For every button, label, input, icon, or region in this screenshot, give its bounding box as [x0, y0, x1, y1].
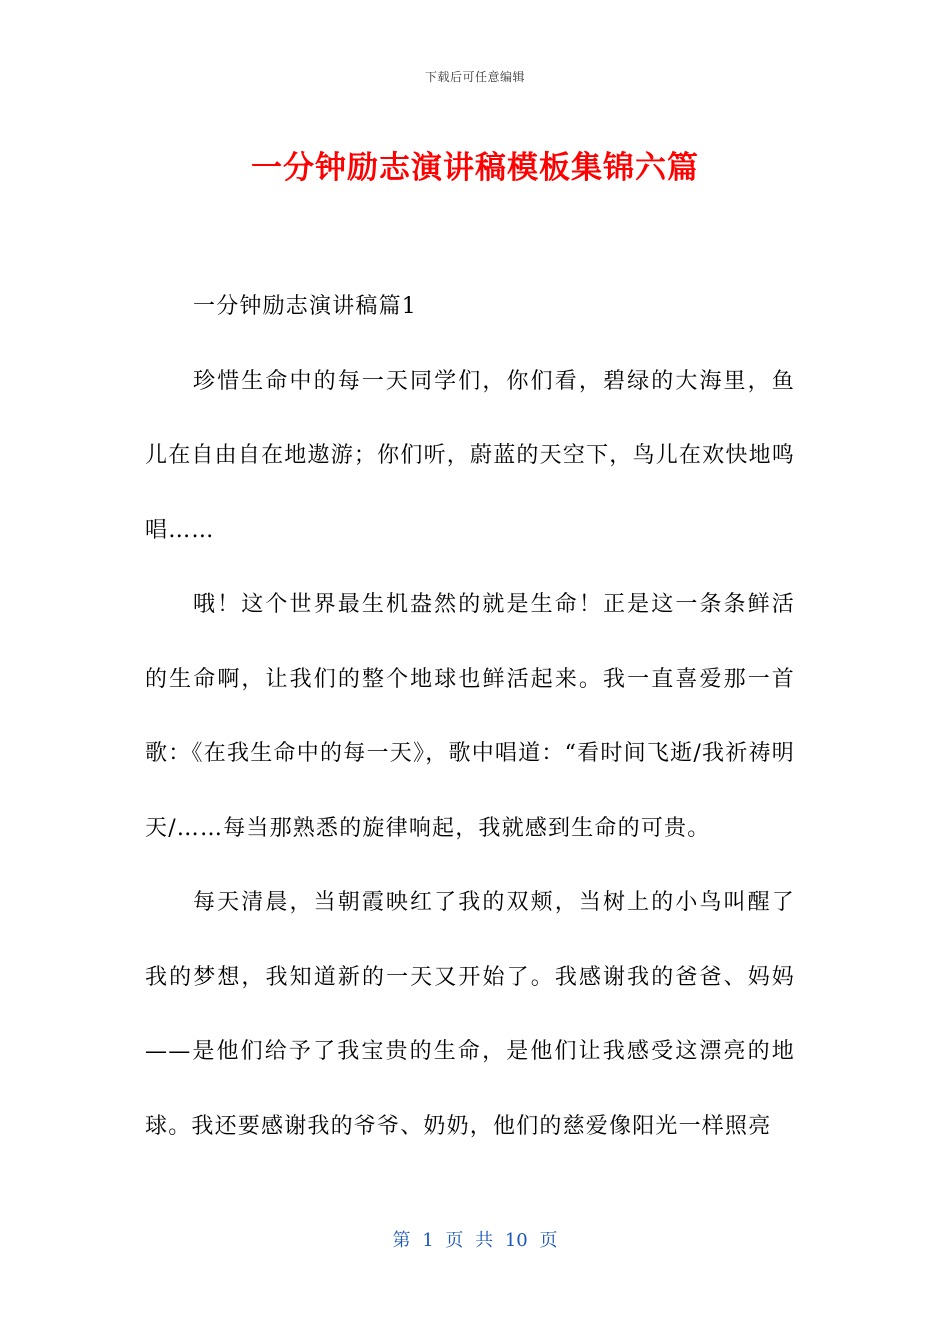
document-title: 一分钟励志演讲稿模板集锦六篇 — [251, 150, 699, 186]
paragraph-2: 哦！这个世界最生机盎然的就是生命！正是这一条条鲜活的生命啊，让我们的整个地球也鲜活起来。我一直喜爱那一首歌：《在我生命中的每一天》，歌中唱道：“看时间飞逝/我祈祷明天/……每当那熟悉的旋律响起，我就感到生命的可贵。 — [145, 592, 795, 841]
section-heading: 一分钟励志演讲稿篇1 — [193, 294, 417, 319]
header-note: 下载后可任意编辑 — [424, 70, 525, 84]
page-footer: 第 1 页 共 10 页 — [392, 1230, 558, 1251]
document-body — [145, 270, 795, 1164]
paragraph-3: 每天清晨，当朝霞映红了我的双颊，当树上的小鸟叫醒了我的梦想，我知道新的一天又开始了。我感谢我的爸爸、妈妈——是他们给予了我宝贵的生命，是他们让我感受这漂亮的地球。我还要感谢我的爷爷、奶奶，他们的慈爱像阳光一样照亮 — [145, 890, 795, 1139]
paragraph-1: 珍惜生命中的每一天同学们，你们看，碧绿的大海里，鱼儿在自由自在地遨游；你们听，蔚蓝的天空下，鸟儿在欢快地鸣唱…… — [145, 368, 795, 543]
